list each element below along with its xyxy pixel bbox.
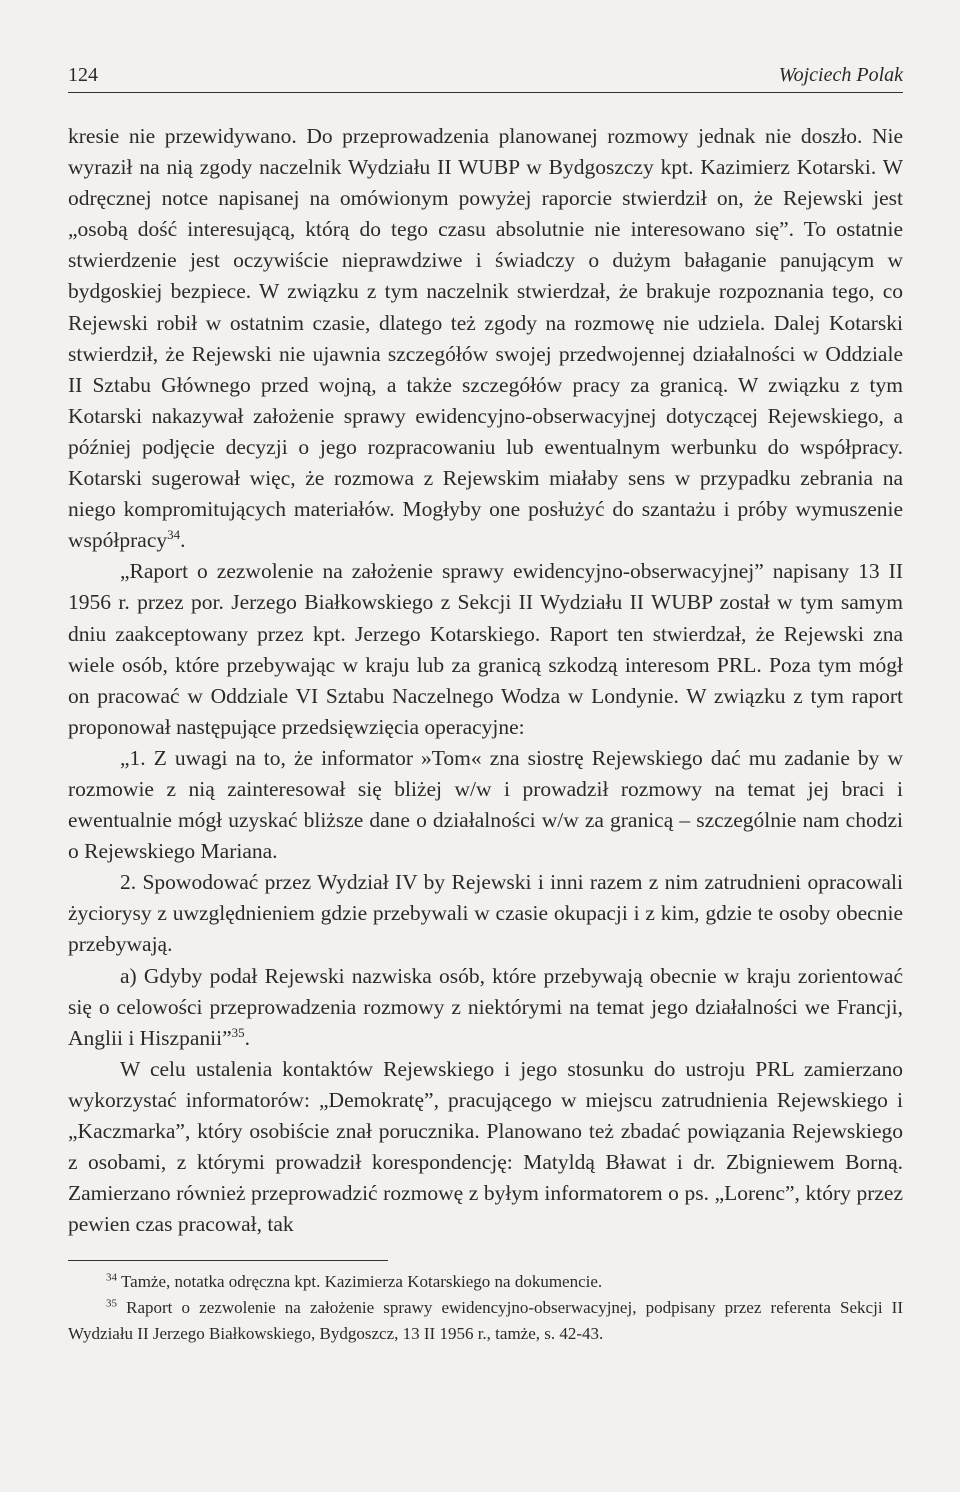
footnote-text: Tamże, notatka odręczna kpt. Kazimierza Kotarskiego na dokumencie. bbox=[120, 1272, 603, 1292]
footnote-35 bbox=[68, 1295, 903, 1347]
paragraph-6: W celu ustalenia kontaktów Rejewskiego i jego stosunku do ustroju PRL zamierzano wykorzystać informatorów: „Demokratę”, pracującego w miejscu zatrudnienia Rejewskiego i „Kaczmarka”, który osobiście znał porucznika. Planowano też zbadać powiązania Rejewskiego z osobami, z którymi prowadził korespondencję: Matyldą Bławat i dr. Zbigniewem Borną. Zamierzano również przeprowadzić rozmowę z byłym informatorem o ps. „Lorenc”, który przez pewien czas pracował, tak bbox=[68, 1056, 903, 1237]
footnote-number: 35 bbox=[106, 1297, 117, 1310]
paragraph-2: „Raport o zezwolenie na założenie sprawy ewidencyjno-obserwacyjnej” napisany 13 II 1956 r. przez por. Jerzego Białkowskiego z Sekcji II Wydziału II WUBP został w tym samym dniu zaakceptowany przez kpt. Jerzego Kotarskiego. Raport ten stwierdzał, że Rejewski zna wiele osób, które przebywając w kraju lub za granicą szkodzą interesom PRL. Poza tym mógł on pracować w Oddziale VI Sztabu Naczelnego Wodza w Londynie. W związku z tym raport proponował następujące przedsięwzięcia operacyjne: bbox=[68, 559, 903, 739]
paragraph-4: 2. Spowodować przez Wydział IV by Rejewski i inni razem z nim zatrudnieni opracowali życiorysy z uwzględnieniem gdzie przebywali w czasie okupacji i z kim, gdzie te osoby obecnie przebywają. bbox=[68, 870, 903, 957]
paragraph-1 bbox=[68, 121, 903, 556]
paragraph-text: a) Gdyby podał Rejewski nazwiska osób, które przebywają obecnie w kraju zorientować się o celowości przeprowadzenia rozmowy z niektórymi na temat jego działalności we Francji, Anglii i Hiszpanii” bbox=[68, 963, 903, 1050]
paragraph-end-punct: . bbox=[180, 528, 186, 553]
running-header bbox=[68, 58, 903, 93]
footnote-divider bbox=[68, 1260, 388, 1261]
footnote-ref-35: 35 bbox=[231, 1024, 245, 1040]
book-page bbox=[68, 58, 903, 1347]
page-number: 124 bbox=[68, 64, 98, 86]
footnotes bbox=[68, 1269, 903, 1347]
footnote-34 bbox=[68, 1269, 903, 1295]
footnote-number: 34 bbox=[106, 1271, 117, 1284]
paragraph-text: kresie nie przewidywano. Do przeprowadzenia planowanej rozmowy jednak nie doszło. Nie wyraził na nią zgody naczelnik Wydziału II WUBP w Bydgoszczy kpt. Kazimierz Kotarski. W odręcznej notce napisanej na omówionym powyżej raporcie stwierdził on, że Rejewski jest „osobą dość interesującą, którą do tego czasu absolutnie nie interesowano się”. To ostatnie stwierdzenie jest oczywiście nieprawdziwe i świadczy o dużym bałaganie panującym w bydgoskiej bezpiece. W związku z tym naczelnik stwierdzał, że brakuje rozpoznania tego, co Rejewski robił w ostatnim czasie, dlatego też zgody na rozmowę nie udziela. Dalej Kotarski stwierdził, że Rejewski nie ujawnia szczegółów swojej przedwojennej działalności w Oddziale II Sztabu Głównego przed wojną, a także szczegółów pracy za granicą. W związku z tym Kotarski nakazywał założenie sprawy ewidencyjno-obserwacyjnej dotyczącej Rejewskiego, a później podjęcie decyzji o jego rozpracowaniu lub ewentualnym werbunku do współpracy. Kotarski sugerował więc, że rozmowa z Rejewskim miałaby sens w przypadku zebrania na niego kompromitujących materiałów. Mogłyby one posłużyć do szantażu i próby wymuszenie współpracy bbox=[68, 124, 903, 553]
paragraph-end-punct: . bbox=[244, 1025, 250, 1050]
paragraph-5 bbox=[68, 961, 903, 1054]
body-text bbox=[68, 121, 903, 1240]
paragraph-3: „1. Z uwagi na to, że informator »Tom« zna siostrę Rejewskiego dać mu zadanie by w rozmowie z nią zainteresował się bliżej w/w i prowadził rozmowy na temat jej braci i ewentualnie mógł uzyskać bliższe dane o działalności w/w za granicą – szczególnie nam chodzi o Rejewskiego Mariana. bbox=[68, 745, 903, 864]
running-header-author: Wojciech Polak bbox=[778, 64, 903, 86]
footnote-ref-34: 34 bbox=[167, 527, 181, 543]
footnote-text: Raport o zezwolenie na założenie sprawy ewidencyjno-obserwacyjnej, podpisany przez referenta Sekcji II Wydziału II Jerzego Białkowskiego, Bydgoszcz, 13 II 1956 r., tamże, s. 42-43. bbox=[68, 1298, 904, 1344]
